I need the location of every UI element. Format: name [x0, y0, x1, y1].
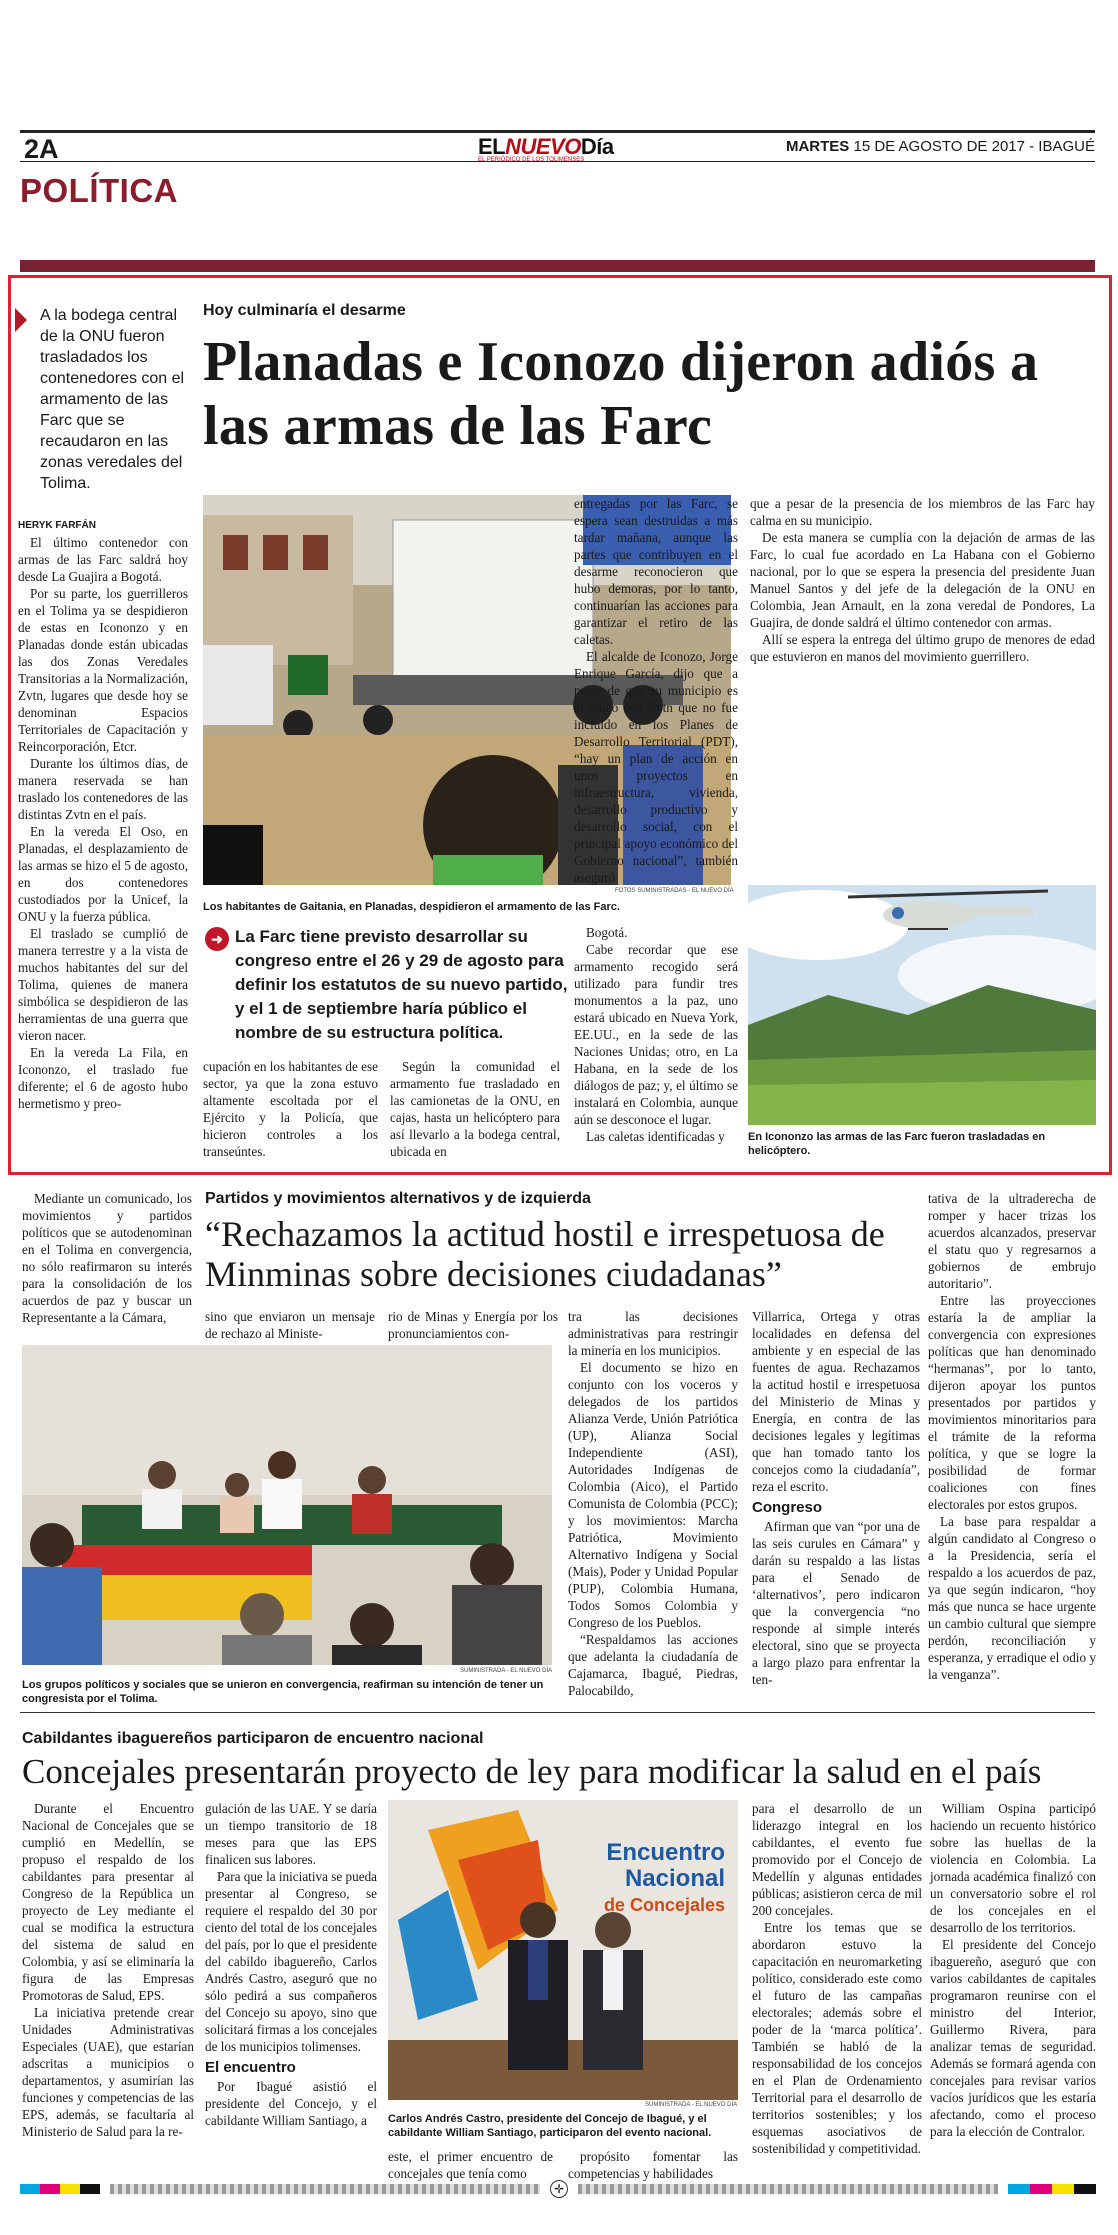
- meeting-photo: [22, 1345, 552, 1665]
- article3-column-4: para el desarrollo de un liderazgo integral en los cabildantes, el evento fue promovido por el Concejo de Medellín y algunas entidades públicas; asistieron cerca de mil 200 concejales. Entre los temas que se abordaron estuvo la capacitación en neuromarketing político, considerado este como el futuro de las campañas electorales; además sobre el poder de la ‘marca política’. También se habló de la responsabilidad de los concejos en el Plan de Ordenamiento Territorial para el desarrollo de territorios sostenibles; y los esquemas asociativos de sostenibilidad y competitividad.: [752, 1801, 922, 2156]
- dateline: MARTES 15 DE AGOSTO DE 2017 - IBAGUÉ: [785, 138, 1095, 155]
- logo-subtitle: EL PERIÓDICO DE LOS TOLIMENSES: [478, 157, 585, 163]
- article2-column-4: tra las decisiones administrativas para restringir la minería en los municipios. El documento se hizo en conjunto con los voceros y delegados de los partidos Alianza Verde, Unión Patriótica (UP), Alianza Social Independiente (ASI), Autoridades Indígenas de Colombia (Aico), el Partido Comunista de Colombia (PCC); y los movimientos: Marcha Patriótica, Movimiento Alternativo Indígena y Social (Mais), Poder y Unidad Popular (PUP), Colombia Humana, Todos Somos Colombia y Congreso de los Pueblos. “Respaldamos las acciones que adelanta la ciudadanía de Cajamarca, Ibagué, Piedras, Palocabildo,: [568, 1309, 738, 1698]
- article1-column-4: entregadas por las Farc, se espera sean destruidas a más tardar mañana, aunque las partes que contribuyen en el desarme reconocieron que hubo demoras, por lo tanto, continuarían las acciones para garantizar el retiro de las caletas. El alcalde de Iconozo, Jorge Enrique García, dijo que a pesar de que su municipio es el único con Zvtn que no fue incluido en los Planes de Desarrollo Territorial (PDT), “hay un plan de acción en unos proyectos en infraestructura, vivienda, desarrollo productivo y desarrollo social, con el principal apoyo económico del Gobierno nacional”, también aseguró: [574, 496, 738, 885]
- article3-photo-credit: SUMINISTRADA - EL NUEVO DÍA: [645, 2102, 738, 2108]
- article3-column-3b: propósito fomentar las competencias y habilidades: [568, 2149, 738, 2181]
- article3-column-3: este, el primer encuentro de concejales que tenía como: [388, 2149, 553, 2181]
- page-number: 2A: [24, 134, 59, 164]
- helicopter-photo: [748, 885, 1096, 1125]
- subhead-el-encuentro: El encuentro: [205, 2059, 296, 2076]
- newspaper-logo: ELNUEVODía: [478, 134, 614, 159]
- gray-strip-right: [578, 2184, 998, 2194]
- article2-column-5: Villarrica, Ortega y otras localidades en defensa del ambiente y en especial de las fuentes de agua. Rechazamos la actitud hostil e irrespetuosa del Ministerio de Minas y Energía, en contra de las decisiones legales y legítimas que han tomado tanto los concejos como la ciudadanía”, reza el escrito. Congreso Afirman que van “por una de las seis curules en Cámara” y darán su respaldo a las listas para el Senado de ‘alternativos’, pero indicaron que la convergencia “no responde al simple interés electoral, sino que se proyecta a largo plazo para enfrentar la ten-: [752, 1309, 920, 1687]
- article2-kicker: Partidos y movimientos alternativos y de izquierda: [205, 1190, 591, 1207]
- article1-headline: Planadas e Iconozo dijeron adiós a las armas de las Farc: [203, 331, 1039, 457]
- article3-photo-caption: Carlos Andrés Castro, presidente del Concejo de Ibagué, y el cabildante William Santiago, participaron del evento nacional.: [388, 2113, 712, 2139]
- article1-column-1: HERYK FARFÁN El último contenedor con armas de las Farc saldrá hoy desde La Guajira a Bogotá. Por su parte, los guerrilleros en el Tolima ya se despidieron de estas en Icononzo y en Planadas donde están ubicadas las dos Zonas Veredales Transitorias a la Normalización, Zvtn, lugares que desde hoy se denominan Espacios Territoriales de Capacitación y Reincorporación, Etcr. Durante los últimos días, de manera reservada se han traslado los contenedores de las distintas Zvtn en el país. En la vereda El Oso, en Planadas, el desplazamiento de las armas se hizo el 5 de agosto, en dos contenedores custodiados por la Unicef, la ONU y la fuerza pública. El traslado se cumplió de manera terrestre y a la vista de muchos habitantes del sur del Tolima, quienes de manera simbólica se despidieron de las herramientas de una guerra que vieron nacer. En la vereda La Fila, en Icononzo, el traslado fue diferente; el 6 de agosto hubo hermetismo y preo-: [18, 517, 188, 1112]
- section-title: POLÍTICA: [20, 172, 178, 209]
- article3-column-2: gulación de las UAE. Y se daría un tiempo transitorio de 18 meses para que las EPS finalicen sus labores. Para que la iniciativa se pueda presentar al Congreso, se requiere el respaldo del 30 por ciento del total de los concejales del país, por lo que el presidente del cabildo ibaguereño, Carlos Andrés Castro, aseguró que no sólo pedirá a sus compañeros del Concejo su apoyo, sino que solicitará firmas a los concejales de los municipios tolimenses. El encuentro Por Ibagué asistió el presidente del Concejo, y el cabildante William Santiago, a: [205, 1801, 378, 2128]
- article1-lead: A la bodega central de la ONU fueron trasladados los contenedores con el armamento de las Farc que se recaudaron en las zonas veredales del Tolima.: [18, 305, 190, 494]
- helicopter-landscape-photo: [748, 885, 1096, 1125]
- article3-kicker: Cabildantes ibaguereños participaron de encuentro nacional: [22, 1730, 484, 1747]
- lead-triangle-icon: [15, 308, 27, 332]
- article2-photo: [22, 1345, 552, 1665]
- color-registration-strip-left: [20, 2184, 100, 2194]
- article3-headline: Concejales presentarán proyecto de ley para modificar la salud en el país: [22, 1752, 1042, 1791]
- section-divider: [20, 1712, 1095, 1713]
- article1-column-3: Según la comunidad el armamento fue trasladado en las camionetas de la ONU, en cajas, hasta un helicóptero para así llevarlo a la bodega central, ubicada en: [390, 1059, 560, 1159]
- byline: HERYK FARFÁN: [18, 520, 96, 531]
- helicopter-caption: En Icononzo las armas de las Farc fueron trasladadas en helicóptero.: [748, 1131, 1046, 1157]
- article2-column-2: sino que enviaron un mensaje de rechazo al Ministe-: [205, 1309, 375, 1341]
- article3-column-5: William Ospina participó haciendo un recuento histórico sobre las huellas de la violencia en Colombia. La jornada académica finalizó con un conversatorio sobre el rol de los concejales en el desarrollo de los territorios. El presidente del Concejo ibaguereño, aseguró que con varios cabildantes de capitales programaron reunirse con el ministro del Interior, Guillermo Rivera, para analizar temas de seguridad. Además se formará agenda con concejales para revisar varios vacíos jurídicos que les estaría afectando, como el proceso para la elección de Contralor.: [930, 1801, 1096, 2139]
- article1-column-4b: Bogotá. Cabe recordar que ese armamento recogido será utilizado para fundir tres monumentos a la paz, uno estará ubicado en Nueva York, EE.UU., en la sede de las Naciones Unidas; otro, en La Habana, en la sede de los diálogos de paz; y, el último se instalará en Colombia, aunque aún se desconoce el lugar. Las caletas identificadas y: [574, 925, 738, 1144]
- article1-column-2: cupación en los habitantes de ese sector, ya que la zona estuvo altamente escoltada por el Ejército y la Policía, que hicieron controles a los transeúntes.: [203, 1059, 378, 1159]
- article2-column-1: Mediante un comunicado, los movimientos y partidos políticos que se autodenominan en el Tolima en convergencia, no sólo reafirmaron su interés para la consolidación de los acuerdos de paz y buscar un Representante a la Cámara,: [22, 1191, 192, 1325]
- color-registration-strip-right: [1008, 2184, 1096, 2194]
- article1-photo-caption: Los habitantes de Gaitania, en Planadas, despidieron el armamento de las Farc.: [203, 901, 620, 913]
- article1-kicker: Hoy culminaría el desarme: [203, 302, 406, 319]
- article2-column-3: rio de Minas y Energía por los pronunciamientos con-: [388, 1309, 558, 1341]
- registration-mark-icon: ✛: [550, 2180, 568, 2198]
- article3-column-1: Durante el Encuentro Nacional de Concejales que se cumplió en Medellín, se propuso el respaldo de los cabildantes para presentar al Congreso de la República un proyecto de Ley mediante el cual se modifica la estructura del sistema de salud en Colombia, y así se eliminaría la figura de las Empresas Promotoras de Salud, EPS. La iniciativa pretende crear Unidades Administrativas Especiales (UAE), que estarían adscritas a municipios o departamentos, y asumirían las funciones y competencias de las EPS, además, se facultaría al Ministerio de Salud para la re-: [22, 1801, 194, 2139]
- gray-strip-left: [110, 2184, 540, 2194]
- event-banner: Encuentro Nacional de Concejales: [603, 1839, 725, 1915]
- article2-column-6: tativa de la ultraderecha de romper y hacer trizas los acuerdos alcanzados, preservar el statu quo y regresarnos a gobiernos de embrujo autoritario”. Entre las proyecciones estaría la de ampliar la convergencia con expresiones políticas que han denominado “hermanas”, por lo tanto, dijeron apoyar los puntos presentados por partidos y movimientos minoritarios para el trámite de la reforma política, y que se logre la posibilidad de formar coaliciones con fines electorales por estos grupos. La base para respaldar a algún candidato al Congreso o a la Presidencia, sería el respaldo a los acuerdos de paz, ya que según indicaron, “hoy más que nunca se hace urgente un cambio cultural que siempre perdón, reconciliación y esperanza, y erradique el odio y la venganza”.: [928, 1191, 1096, 1682]
- subhead-congreso: Congreso: [752, 1499, 823, 1516]
- article2-photo-caption: Los grupos políticos y sociales que se unieron en convergencia, reafirman su intención de tener un congresista por el Tolima.: [22, 1679, 544, 1705]
- article1-column-5-text: que a pesar de la presencia de los miembros de las Farc hay calma en su municipio. De esta manera se cumplía con la dejación de armas de las Farc, lo cual fue acordado en La Habana con el Gobierno nacional, por lo que se espera la presencia del presidente Juan Manuel Santos y del jefe de la delegación de la ONU en Colombia, Jean Arnault, en la zona veredal de Pondores, La Guajira, de donde saldrá el último contenedor con armas. Allí se espera la entrega del último grupo de menores de edad que estuvieron en manos del movimiento guerrillero.: [750, 496, 1095, 664]
- article1-callout: ➜ La Farc tiene previsto desarrollar su congreso entre el 26 y 29 de agosto para definir los estatutos de su nuevo partido, y el 1 de septiembre haría público el nombre de su estructura política.: [205, 925, 570, 1045]
- section-bar: [20, 260, 1095, 272]
- article1-photo-credit: FOTOS SUMINISTRADAS - EL NUEVO DÍA: [615, 888, 734, 894]
- article2-headline: “Rechazamos la actitud hostil e irrespetuosa de Minminas sobre decisiones ciudadanas”: [205, 1214, 885, 1294]
- article2-photo-credit: SUMINISTRADA - EL NUEVO DÍA: [460, 1668, 553, 1674]
- arrow-right-icon: ➜: [205, 927, 229, 951]
